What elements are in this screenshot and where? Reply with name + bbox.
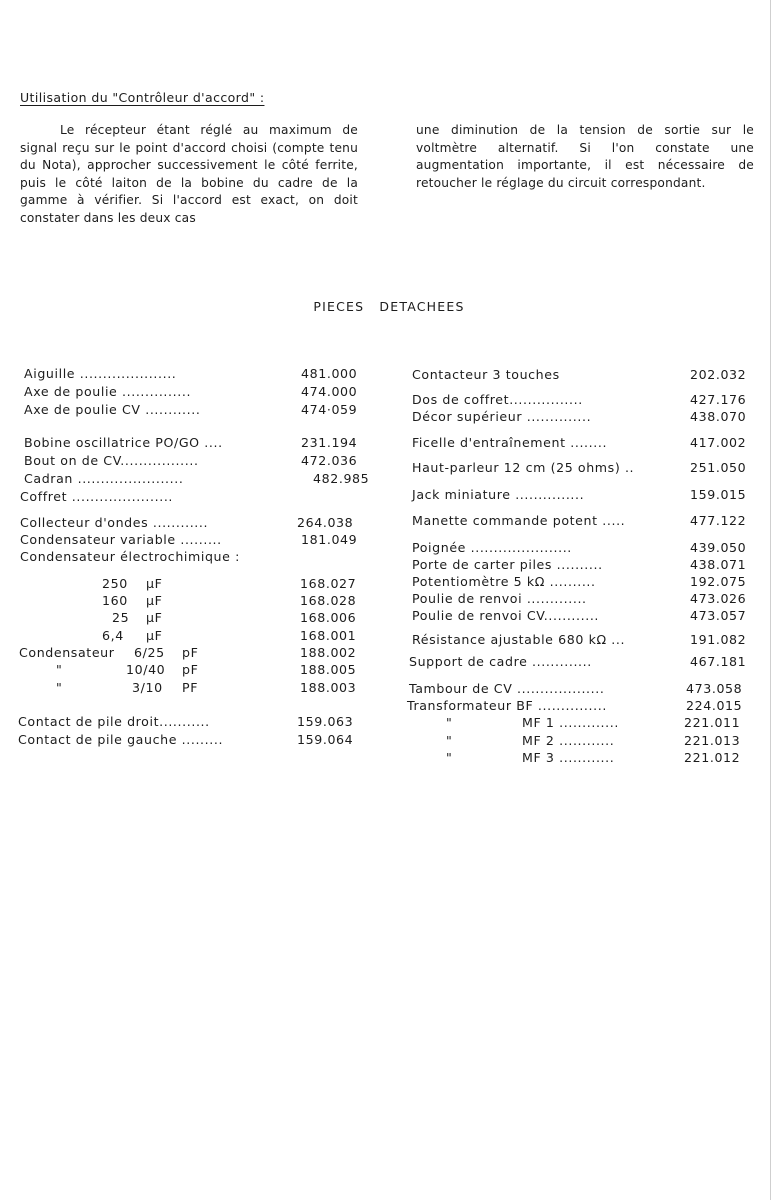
part-ref: 438.070 bbox=[690, 409, 747, 424]
ditto-mark: " bbox=[56, 680, 63, 695]
part-name: Potentiomètre 5 kΩ .......... bbox=[412, 574, 596, 589]
part-name: Résistance ajustable 680 kΩ ... bbox=[412, 632, 626, 647]
part-ref: 474.000 bbox=[301, 384, 358, 399]
part-ref: 159.063 bbox=[297, 714, 354, 729]
part-ref: 188.002 bbox=[300, 645, 357, 660]
part-ref: 231.194 bbox=[301, 435, 358, 450]
part-ref: 221.013 bbox=[684, 733, 741, 748]
part-ref: 264.038 bbox=[297, 515, 354, 530]
part-name: Coffret ...................... bbox=[20, 489, 174, 504]
part-name: Tambour de CV ................... bbox=[409, 681, 605, 696]
part-ref: 251.050 bbox=[690, 460, 747, 475]
capacitor-value: 160 bbox=[102, 593, 128, 608]
part-name: Condensateur bbox=[19, 645, 115, 660]
capacitor-unit: µF bbox=[146, 628, 163, 643]
capacitor-unit: pF bbox=[182, 662, 199, 677]
part-ref: 192.075 bbox=[690, 574, 747, 589]
ditto-mark: " bbox=[446, 715, 453, 730]
part-ref: 224.015 bbox=[686, 698, 743, 713]
part-ref: 473.058 bbox=[686, 681, 743, 696]
part-name: Contact de pile gauche ......... bbox=[18, 732, 224, 747]
capacitor-unit: µF bbox=[146, 610, 163, 625]
part-ref: 191.082 bbox=[690, 632, 747, 647]
part-name: Support de cadre ............. bbox=[409, 654, 592, 669]
part-ref: 417.002 bbox=[690, 435, 747, 450]
part-name: Axe de poulie CV ............ bbox=[24, 402, 201, 417]
part-name: Contacteur 3 touches bbox=[412, 367, 560, 382]
part-ref: 221.011 bbox=[684, 715, 741, 730]
transformer-type: MF 3 ............ bbox=[522, 750, 615, 765]
instructions-right-column: une diminution de la tension de sortie sur le voltmètre alternatif. Si l'on constate une augmentation importante, il est nécessaire de retoucher le réglage du circuit correspondant. bbox=[416, 123, 754, 190]
capacitor-unit: PF bbox=[182, 680, 199, 695]
part-name: Jack miniature ............... bbox=[412, 487, 585, 502]
part-ref: 439.050 bbox=[690, 540, 747, 555]
page-edge bbox=[770, 0, 771, 1200]
part-name: Axe de poulie ............... bbox=[24, 384, 192, 399]
part-name: Bout on de CV................. bbox=[24, 453, 199, 468]
part-ref: 482.985 bbox=[313, 471, 370, 486]
part-ref: 221.012 bbox=[684, 750, 741, 765]
part-ref: 168.027 bbox=[300, 576, 357, 591]
part-ref: 481.000 bbox=[301, 366, 358, 381]
part-ref: 168.028 bbox=[300, 593, 357, 608]
part-ref: 202.032 bbox=[690, 367, 747, 382]
transformer-type: MF 1 ............. bbox=[522, 715, 619, 730]
capacitor-value: 6,4 bbox=[102, 628, 124, 643]
part-ref: 474·059 bbox=[301, 402, 358, 417]
part-ref: 168.006 bbox=[300, 610, 357, 625]
part-ref: 181.049 bbox=[301, 532, 358, 547]
part-name: Condensateur électrochimique : bbox=[20, 549, 240, 564]
capacitor-value: 3/10 bbox=[132, 680, 163, 695]
part-name: Aiguille ..................... bbox=[24, 366, 177, 381]
part-ref: 427.176 bbox=[690, 392, 747, 407]
part-name: Porte de carter piles .......... bbox=[412, 557, 603, 572]
part-ref: 188.005 bbox=[300, 662, 357, 677]
part-name: Contact de pile droit........... bbox=[18, 714, 210, 729]
part-name: Manette commande potent ..... bbox=[412, 513, 626, 528]
part-ref: 188.003 bbox=[300, 680, 357, 695]
part-ref: 477.122 bbox=[690, 513, 747, 528]
capacitor-value: 6/25 bbox=[134, 645, 165, 660]
part-name: Décor supérieur .............. bbox=[412, 409, 592, 424]
part-name: Transformateur BF ............... bbox=[407, 698, 607, 713]
part-ref: 473.057 bbox=[690, 608, 747, 623]
part-ref: 159.064 bbox=[297, 732, 354, 747]
part-name: Cadran ....................... bbox=[24, 471, 184, 486]
capacitor-unit: µF bbox=[146, 576, 163, 591]
part-ref: 159.015 bbox=[690, 487, 747, 502]
ditto-mark: " bbox=[56, 662, 63, 677]
capacitor-unit: µF bbox=[146, 593, 163, 608]
transformer-type: MF 2 ............ bbox=[522, 733, 615, 748]
ditto-mark: " bbox=[446, 750, 453, 765]
parts-list-title: PIECES DETACHEES bbox=[313, 299, 465, 314]
capacitor-unit: pF bbox=[182, 645, 199, 660]
part-name: Condensateur variable ......... bbox=[20, 532, 222, 547]
capacitor-value: 250 bbox=[102, 576, 128, 591]
part-ref: 467.181 bbox=[690, 654, 747, 669]
part-name: Haut-parleur 12 cm (25 ohms) .. bbox=[412, 460, 635, 475]
section-heading: Utilisation du "Contrôleur d'accord" : bbox=[20, 90, 265, 105]
part-ref: 168.001 bbox=[300, 628, 357, 643]
part-name: Poulie de renvoi CV............ bbox=[412, 608, 600, 623]
instructions-left-column: Le récepteur étant réglé au maximum de signal reçu sur le point d'accord choisi (compte tenu du Nota), approcher successivement le côté ferrite, puis le côté laiton de la bobine du cadre de la gamme à vérifier. Si l'accord est exact, on doit constater dans les deux cas bbox=[20, 123, 358, 225]
part-ref: 473.026 bbox=[690, 591, 747, 606]
part-name: Poignée ...................... bbox=[412, 540, 572, 555]
ditto-mark: " bbox=[446, 733, 453, 748]
capacitor-value: 10/40 bbox=[126, 662, 166, 677]
part-ref: 438.071 bbox=[690, 557, 747, 572]
part-name: Bobine oscillatrice PO/GO .... bbox=[24, 435, 223, 450]
part-name: Poulie de renvoi ............. bbox=[412, 591, 587, 606]
part-ref: 472.036 bbox=[301, 453, 358, 468]
part-name: Ficelle d'entraînement ........ bbox=[412, 435, 608, 450]
capacitor-value: 25 bbox=[112, 610, 130, 625]
part-name: Dos de coffret................ bbox=[412, 392, 583, 407]
part-name: Collecteur d'ondes ............ bbox=[20, 515, 209, 530]
